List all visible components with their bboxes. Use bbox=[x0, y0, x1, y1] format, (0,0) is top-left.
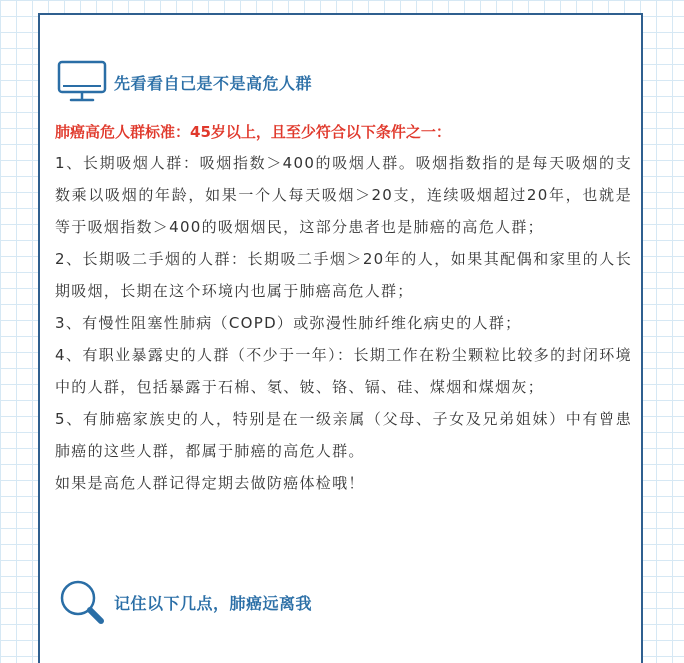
article-body bbox=[55, 117, 632, 499]
section-heading-high-risk bbox=[56, 60, 312, 104]
list-item: 3、有慢性阻塞性肺病（COPD）或弥漫性肺纤维化病史的人群； bbox=[55, 314, 522, 332]
list-item: 1、长期吸烟人群：吸烟指数＞400的吸烟人群。吸烟指数指的是每天吸烟的支数乘以吸烟的年龄，如果一个人每天吸烟＞20支，连续吸烟超过20年，也就是等于吸烟指数＞400的吸烟烟民，这部分患者也是肺癌的高危人群； bbox=[55, 154, 632, 236]
list-item: 4、有职业暴露史的人群（不少于一年）：长期工作在粉尘颗粒比较多的封闭环境中的人群，包括暴露于石棉、氡、铍、铬、镉、硅、煤烟和煤烟灰； bbox=[55, 346, 632, 396]
magnifier-icon bbox=[56, 580, 108, 624]
list-item: 5、有肺癌家族史的人，特别是在一级亲属（父母、子女及兄弟姐妹）中有曾患肺癌的这些人群，都属于肺癌的高危人群。 bbox=[55, 410, 632, 460]
monitor-icon bbox=[56, 60, 108, 104]
section-title: 先看看自己是不是高危人群 bbox=[114, 73, 313, 93]
article-card bbox=[38, 13, 643, 663]
closing-note: 如果是高危人群记得定期去做防癌体检哦！ bbox=[55, 474, 365, 492]
section-heading-tips bbox=[56, 580, 312, 624]
list-item: 2、长期吸二手烟的人群：长期吸二手烟＞20年的人，如果其配偶和家里的人长期吸烟，长期在这个环境内也属于肺癌高危人群； bbox=[55, 250, 632, 300]
section-title: 记住以下几点，肺癌远离我 bbox=[114, 593, 313, 613]
criteria-highlight: 肺癌高危人群标准：45岁以上，且至少符合以下条件之一： bbox=[55, 123, 451, 141]
